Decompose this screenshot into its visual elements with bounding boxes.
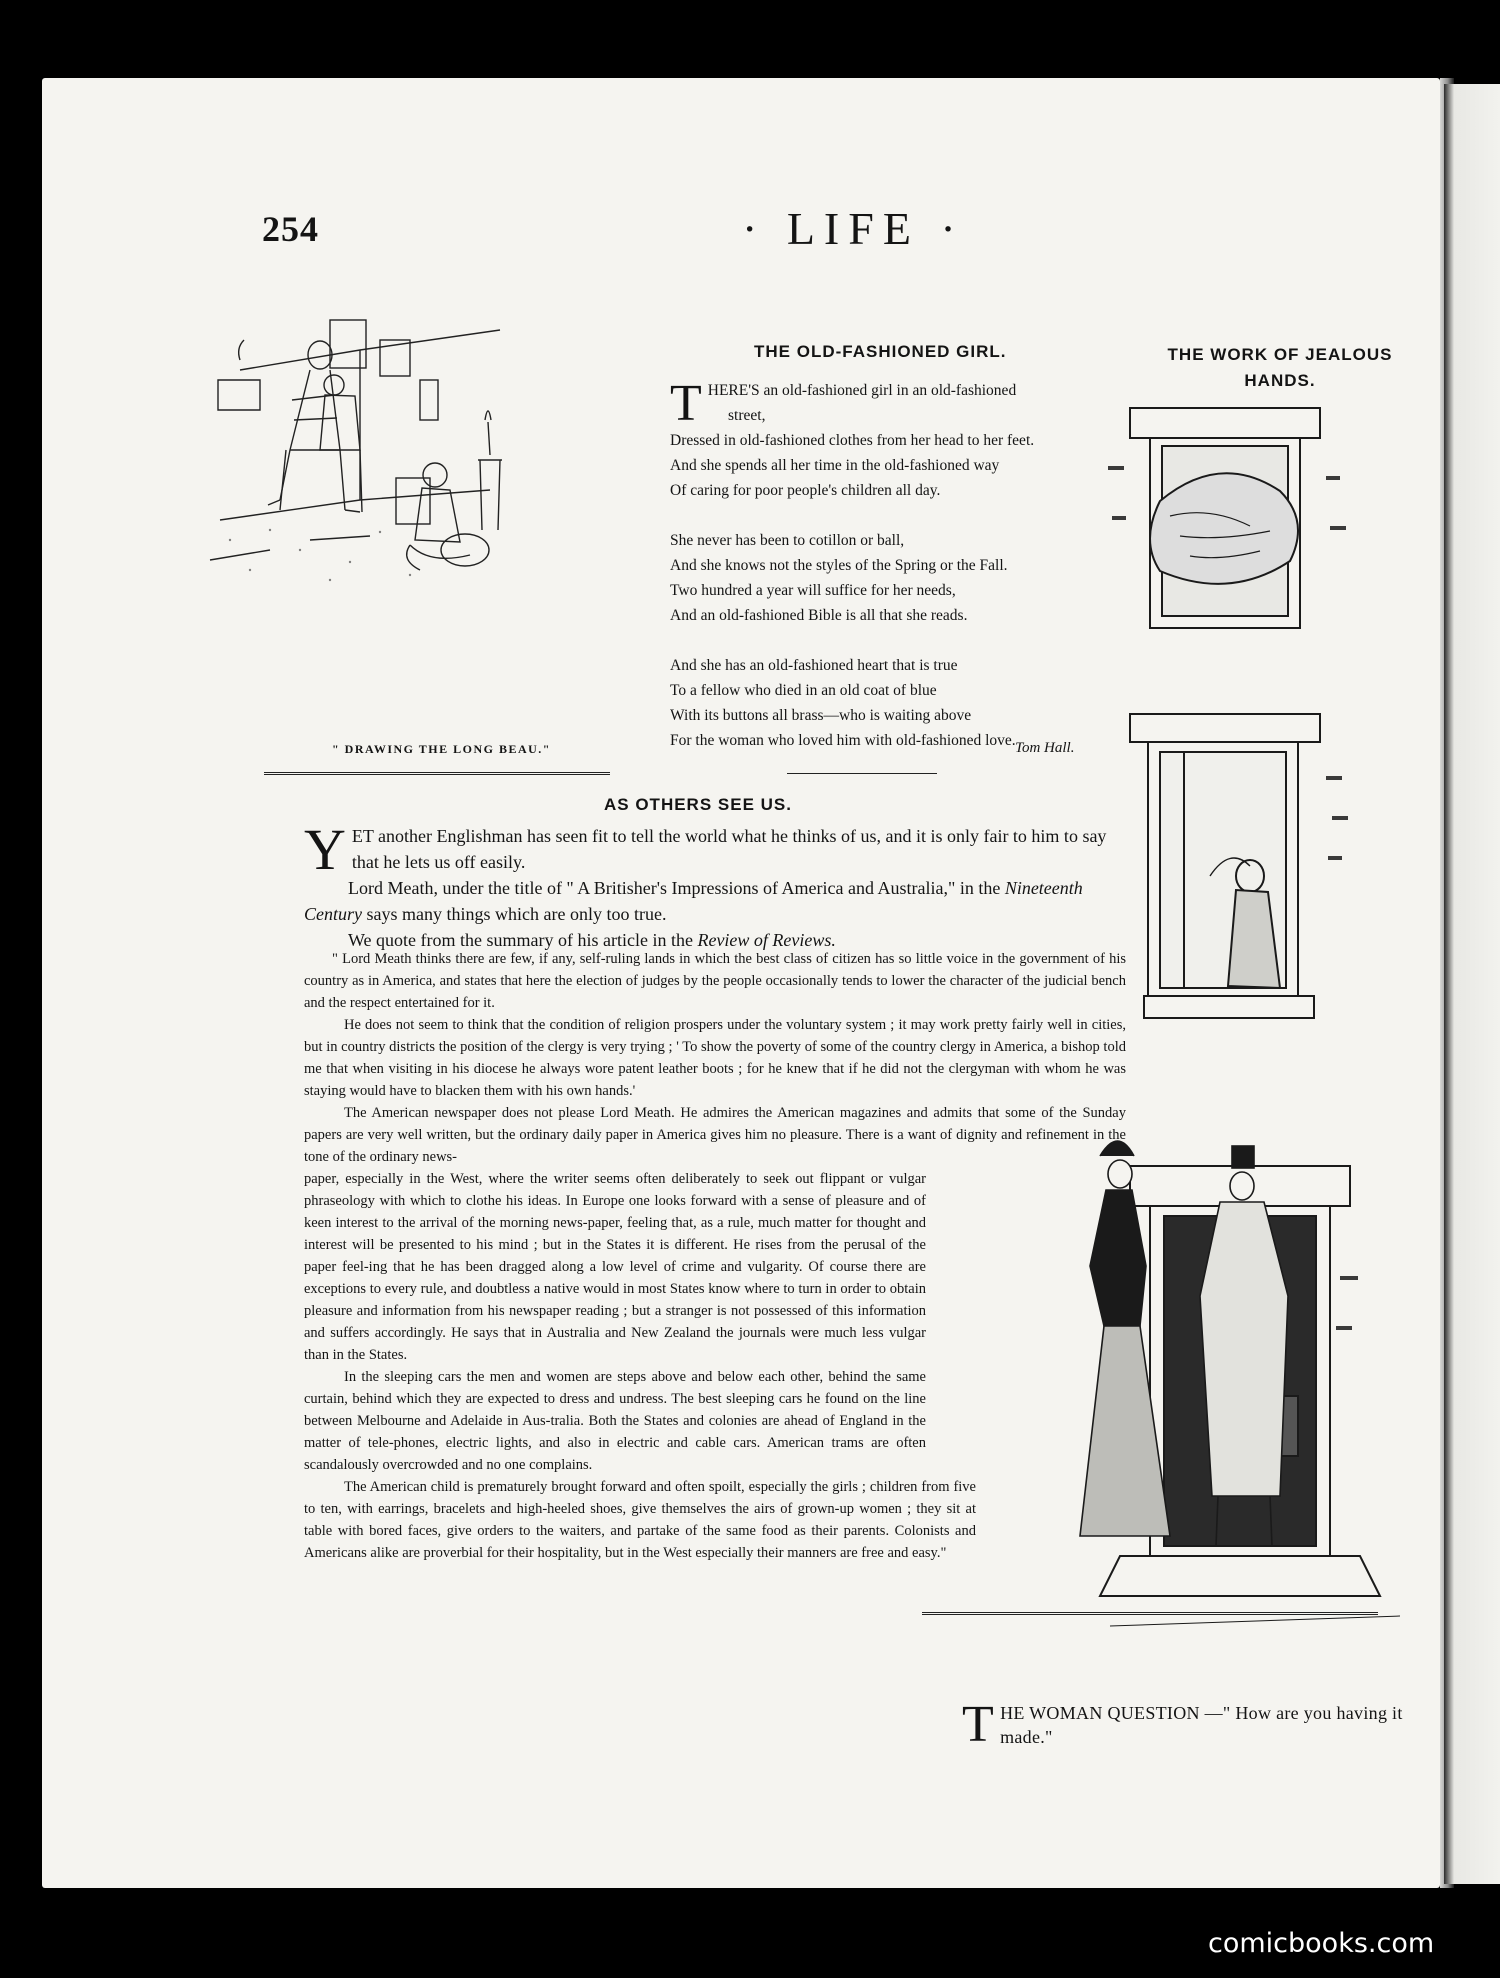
- poem-line: And an old-fashioned Bible is all that she reads.: [670, 607, 968, 624]
- essay-body: [304, 948, 1126, 1564]
- essay-lead-paragraph: ET another Englishman has seen fit to tell the world what he thinks of us, and it is only fair to him to say that he lets us off easily.: [351, 826, 1107, 872]
- cartoon-illustration: [210, 300, 500, 710]
- essay-paragraph: The American child is prematurely brought forward and often spoilt, especially the girls ; children from five to ten, with earrings, bracelets and high-heeled shoes, give themselves the airs of grown-up women ; they sit at table with bored faces, give orders to the waiters, and partake of the same food as their parents. Colonists and Americans alike are proverbial for their hospitality, but in the West especially their manners are free and easy.": [304, 1479, 976, 1561]
- poem-line: She never has been to cotillon or ball,: [670, 532, 905, 549]
- essay-paragraph: The American newspaper does not please Lord Meath. He admires the American magazines and admits that some of the Sunday papers are very well written, but the ordinary daily paper in America gives him no pleasure. There is a want of dignity and refinement in the tone of the ordinary news-: [304, 1105, 1126, 1165]
- poem-title: THE OLD-FASHIONED GIRL.: [754, 342, 1007, 361]
- masthead: · LIFE ·: [742, 203, 965, 254]
- jealous-hands-illustration: [1100, 396, 1420, 1691]
- poem-line: And she knows not the styles of the Spring or the Fall.: [670, 557, 1008, 574]
- poem-line: Dressed in old-fashioned clothes from her head to her feet.: [670, 432, 1035, 449]
- poem-line: HERE'S an old-fashioned girl in an old-fashioned: [707, 382, 1017, 399]
- essay-lead-paragraph: We quote from the summary of his article in the Review of Reviews.: [348, 930, 836, 950]
- sidebar-title-line: THE WORK OF JEALOUS: [1167, 345, 1393, 364]
- poem: [670, 375, 1130, 753]
- woman-question-text: HE WOMAN QUESTION —" How are you having it made.": [1000, 1703, 1403, 1747]
- essay-lead-paragraph: Lord Meath, under the title of " A Britisher's Impressions of America and Australia," in the Nineteenth Century says many things which are only too true.: [304, 878, 1083, 924]
- divider: [264, 772, 610, 775]
- essay-dropcap: Y: [304, 817, 346, 882]
- poem-line: To a fellow who died in an old coat of blue: [670, 682, 937, 699]
- poem-line: And she has an old-fashioned heart that is true: [670, 657, 958, 674]
- next-page-edge: [1444, 84, 1500, 1884]
- poem-line: Of caring for poor people's children all day.: [670, 482, 941, 499]
- magazine-page: [42, 78, 1440, 1888]
- poem-line: And she spends all her time in the old-fashioned way: [670, 457, 1000, 474]
- divider: [787, 773, 937, 774]
- page-number: 254: [262, 209, 319, 249]
- poem-line: With its buttons all brass—who is waiting above: [670, 707, 972, 724]
- poem-dropcap: T: [670, 375, 702, 432]
- essay-paragraph: " Lord Meath thinks there are few, if any, self-ruling lands in which the best class of citizen has so little voice in the government of his country as in America, and states that here the election of judges by the people occasionally tends to lower the character of the judicial bench and the respect entertained for it.: [304, 951, 1126, 1011]
- essay-paragraph: In the sleeping cars the men and women are steps above and below each other, behind the same curtain, behind which they are expected to dress and undress. The best sleeping cars he found on the line between Melbourne and Adelaide in Aus-tralia. Both the States and colonies are ahead of England in the matter of tele-phones, electric lights, and also in electric and cable cars. American trams are often scandalously overcrowded and no one complains.: [304, 1369, 926, 1473]
- poem-line: street,: [728, 407, 766, 424]
- essay-lead: [304, 817, 1134, 953]
- poem-line: Two hundred a year will suffice for her needs,: [670, 582, 956, 599]
- divider: [922, 1612, 1378, 1615]
- poem-line: For the woman who loved him with old-fashioned love.: [670, 732, 1016, 749]
- sidebar-title-line: HANDS.: [1244, 371, 1316, 390]
- cartoon-caption: " DRAWING THE LONG BEAU.": [332, 742, 551, 756]
- sidebar-title: [1150, 342, 1410, 394]
- essay-paragraph: He does not seem to think that the condition of religion prospers under the voluntary system ; it may work pretty fairly well in cities, but in country districts the position of the clergy is very trying ; ' To show the poverty of some of the country clergy in America, a bishop told me that when visiting in his diocese he always wore patent leather boots ; for he knew that if he did not the clergyman with whom he was staying would have to blacken them with his own hands.': [304, 1017, 1126, 1099]
- poem-author: Tom Hall.: [1015, 740, 1075, 756]
- essay-paragraph: paper, especially in the West, where the writer seems often deliberately to seek out flippant or vulgar phraseology with which to clothe his ideas. In Europe one looks forward with a sense of pleasure and of keen interest to the arrival of the morning news-paper, feeling that, as a rule, much matter for thought and interest will be presented to his mind ; but in the States it is different. He rises from the perusal of the paper feel-ing that he has been dragged along a low level of crime and vulgarity. Of course there are exceptions to every rule, and doubtless a native would in most States know where to turn in order to obtain pleasure and information from his newspaper reading ; but a stranger is not possessed of this information and suffers accordingly. He says that in Australia and New Zealand the journals were much less vulgar than in the States.: [304, 1171, 926, 1363]
- essay-title: AS OTHERS SEE US.: [604, 795, 792, 814]
- watermark: comicbooks.com: [1208, 1928, 1435, 1959]
- woman-question: [962, 1696, 1422, 1753]
- woman-question-dropcap: T: [962, 1696, 995, 1753]
